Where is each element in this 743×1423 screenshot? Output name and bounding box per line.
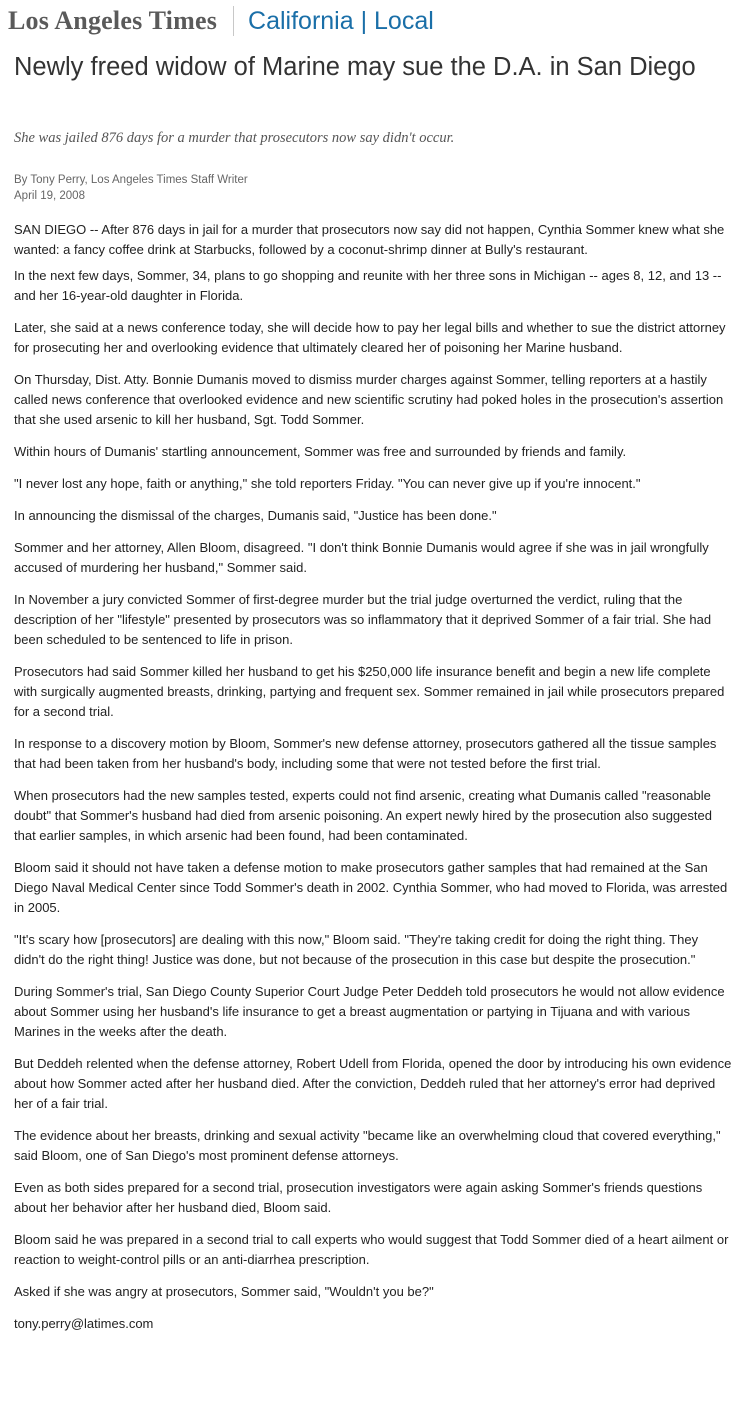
article-paragraph: The evidence about her breasts, drinking and sexual activity "became like an overwhelming cloud that covered everything," said Bloom, one of San Diego's most prominent defense attorneys.	[14, 1128, 721, 1163]
article-paragraph: Bloom said it should not have taken a defense motion to make prosecutors gather samples that had remained at the San Diego Naval Medical Center since Todd Sommer's death in 2002. Cynthia Sommer, who had moved to Florida, was arrested in 2005.	[14, 860, 728, 915]
byline-date: April 19, 2008	[14, 190, 85, 202]
article-paragraph: Within hours of Dumanis' startling announcement, Sommer was free and surrounded by friends and family.	[14, 444, 627, 459]
author-email-link[interactable]: tony.perry@latimes.com	[14, 1316, 154, 1331]
article-paragraph: In response to a discovery motion by Bloom, Sommer's new defense attorney, prosecutors gathered all the tissue samples that had been taken from her husband's body, including some that were not tested before the first trial.	[14, 736, 717, 771]
article-byline-block	[14, 172, 248, 204]
masthead-divider	[233, 6, 234, 36]
article-paragraph: In announcing the dismissal of the charges, Dumanis said, "Justice has been done."	[14, 508, 497, 523]
article-body	[14, 220, 732, 1334]
article-paragraph: "I never lost any hope, faith or anything," she told reporters Friday. "You can never give up if you're innocent."	[14, 476, 641, 491]
byline-author: By Tony Perry, Los Angeles Times Staff Writer	[14, 174, 248, 186]
latimes-logo[interactable]: Los Angeles Times	[8, 6, 218, 35]
article-paragraph: When prosecutors had the new samples tested, experts could not find arsenic, creating what Dumanis called "reasonable doubt" that Sommer's husband had died from arsenic poisoning. An expert newly hired by the prosecution also suggested that earlier samples, in which arsenic had been found, had been contaminated.	[14, 788, 712, 843]
article-paragraph: "It's scary how [prosecutors] are dealing with this now," Bloom said. "They're taking credit for doing the right thing. They didn't do the right thing! Justice was done, but not because of the prosecution in this case but despite the prosecution."	[14, 932, 699, 967]
article-paragraph: But Deddeh relented when the defense attorney, Robert Udell from Florida, opened the door by introducing his own evidence about how Sommer acted after her husband died. After the conviction, Deddeh ruled that her attorney's error had deprived her of a fair trial.	[14, 1056, 732, 1111]
article-paragraph: Sommer and her attorney, Allen Bloom, disagreed. "I don't think Bonnie Dumanis would agree if she was in jail wrongfully accused of murdering her husband," Sommer said.	[14, 540, 709, 575]
article-deck: She was jailed 876 days for a murder that prosecutors now say didn't occur.	[14, 130, 455, 146]
article-paragraph: SAN DIEGO -- After 876 days in jail for a murder that prosecutors now say did not happen, Cynthia Sommer knew what she wanted: a fancy coffee drink at Starbucks, followed by a coconut-shrimp dinner at Bully's restaurant.	[14, 222, 725, 257]
article-paragraph: Prosecutors had said Sommer killed her husband to get his $250,000 life insurance benefit and begin a new life complete with surgically augmented breasts, drinking, partying and frequent sex. Sommer remained in jail while prosecutors prepared for a second trial.	[14, 664, 725, 719]
masthead	[8, 4, 434, 38]
section-label[interactable]: California | Local	[248, 6, 434, 35]
article-paragraph: Even as both sides prepared for a second trial, prosecution investigators were again asking Sommer's friends questions about her behavior after her husband died, Bloom said.	[14, 1180, 703, 1215]
article-paragraph: On Thursday, Dist. Atty. Bonnie Dumanis moved to dismiss murder charges against Sommer, telling reporters at a hastily called news conference that overlooked evidence and new scientific scrutiny had poked holes in the prosecution's assertion that she used arsenic to kill her husband, Sgt. Todd Sommer.	[14, 372, 724, 427]
article-paragraph: Asked if she was angry at prosecutors, Sommer said, "Wouldn't you be?"	[14, 1284, 434, 1299]
article-headline: Newly freed widow of Marine may sue the D.A. in San Diego	[14, 53, 696, 81]
article-paragraph: In November a jury convicted Sommer of first-degree murder but the trial judge overturned the verdict, ruling that the description of her "lifestyle" presented by prosecutors was so inflammatory that it deprived Sommer of a fair trial. She had been scheduled to be sentenced to life in prison.	[14, 592, 712, 647]
article-paragraph: In the next few days, Sommer, 34, plans to go shopping and reunite with her three sons in Michigan -- ages 8, 12, and 13 -- and her 16-year-old daughter in Florida.	[14, 268, 722, 303]
article-paragraph: Later, she said at a news conference today, she will decide how to pay her legal bills and whether to sue the district attorney for prosecuting her and overlooking evidence that ultimately cleared her of poisoning her Marine husband.	[14, 320, 726, 355]
article-paragraph: During Sommer's trial, San Diego County Superior Court Judge Peter Deddeh told prosecutors he would not allow evidence about Sommer using her husband's life insurance to get a breast augmentation or partying in Tijuana and with various Marines in the weeks after the death.	[14, 984, 725, 1039]
article-paragraph: Bloom said he was prepared in a second trial to call experts who would suggest that Todd Sommer died of a heart ailment or reaction to weight-control pills or an anti-diarrhea prescription.	[14, 1232, 729, 1267]
